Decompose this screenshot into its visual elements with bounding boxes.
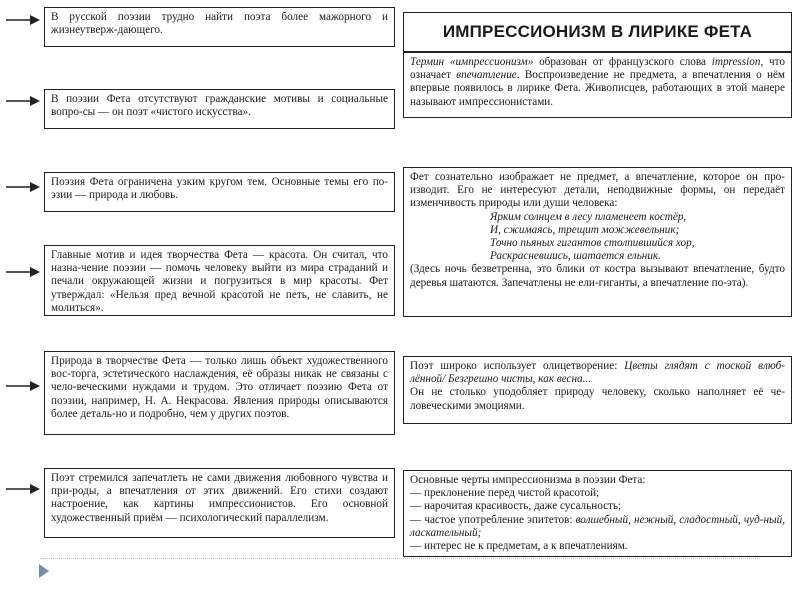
- verse-line: Раскрасневшись, шатается ельник.: [490, 250, 661, 263]
- footer-divider: [40, 558, 760, 559]
- personification-text: Он не столько уподобляет природу человеку, сколько наполняет её че-ловеческими эмоциями.: [410, 386, 785, 412]
- feature-item: — нарочитая красивость, даже сусальность;: [410, 500, 622, 513]
- statement-box-beauty: [44, 245, 395, 316]
- french-word: impression: [711, 56, 761, 68]
- personification-box: [403, 356, 792, 424]
- personification-text: Поэт широко использует олицетворение:: [410, 360, 625, 372]
- definition-text: . Воспроизведение не предмета, а впечатления о нём впервые появилось в лирике Фета. Живописцев, работающих в этой манере называют импрессионистами.: [410, 69, 785, 108]
- arrow-right-icon: [6, 181, 40, 193]
- definition-text: образован от французского слова: [533, 56, 712, 68]
- example-intro: Фет сознательно изображает не предмет, а впечатление, которое он про-изводит. Его не интересуют детали, неподвижные формы, он передаёт изменчивость природы или души человека:: [410, 171, 785, 210]
- term-label: Термин «импрессионизм»: [410, 56, 534, 68]
- statement-box-impressions: [44, 468, 395, 538]
- arrow-right-icon: [6, 380, 40, 392]
- arrow-right-icon: [6, 483, 40, 495]
- arrow-right-icon: [6, 14, 40, 26]
- arrow-right-icon: [6, 266, 40, 278]
- verse-line: Точно пьяных гигантов столпившийся хор,: [490, 237, 695, 250]
- statement-text: В поэзии Фета отсутствуют гражданские мотивы и социальные вопро-сы — он поэт «чистого искусства».: [51, 93, 388, 119]
- statement-text: Поэт стремился запечатлеть не сами движения любовного чувства и при-роды, а впечатления от этих движений. Его стихи создают настроение, как картины импрессионистов. Его основной художественный приём — психологический параллелизм.: [51, 472, 388, 524]
- feature-item: — преклонение перед чистой красотой;: [410, 487, 600, 500]
- poem-quote: Цветы глядят с тоской влюб-лённой/ Безгрешно чисты, как весна...: [410, 360, 785, 386]
- term-definition-box: [403, 52, 792, 118]
- statement-box-themes: [44, 172, 395, 212]
- page-title-text: ИМПРЕССИОНИЗМ В ЛИРИКЕ ФЕТА: [442, 22, 753, 41]
- statement-text: Природа в творчестве Фета — только лишь объект художественного вос-торга, эстетического наслаждения, её образы никак не связаны с чело-веческими нуждами и трудом. Это отличает поэзию Фета от поэзии, например, Н. А. Некрасова. Явления природы описываются более деталь-но и подробно, чем у других поэтов.: [51, 355, 388, 420]
- features-intro: Основные черты импрессионизма в поэзии Фета:: [410, 474, 646, 486]
- impression-example-box: [403, 167, 792, 317]
- statement-text: В русской поэзии трудно найти поэта более мажорного и жизнеутверж-дающего.: [51, 11, 388, 37]
- translation-word: впечатление: [456, 69, 517, 82]
- statement-box-nature: [44, 351, 395, 435]
- epithet-list: волшебный, нежный, сладостный, чуд-ный, ласкательный;: [410, 513, 785, 539]
- feature-item: — частое употребление эпитетов:: [410, 513, 576, 526]
- example-outro: (Здесь ночь безветренна, это блики от костра вызывают впечатление, будто деревья шатаются. Запечатлены не ели-гиганты, а впечатление по-эта).: [410, 263, 785, 289]
- verse-line: И, сжимаясь, трещит можжевельник;: [490, 223, 680, 236]
- definition-text: , что означает: [410, 56, 785, 82]
- features-list-box: [403, 470, 792, 557]
- play-triangle-icon: [39, 564, 49, 578]
- statement-box-pure-art: [44, 89, 395, 129]
- statement-box-major-poet: [44, 7, 395, 47]
- arrow-right-icon: [6, 95, 40, 107]
- feature-item: — интерес не к предметам, а к впечатлениям.: [410, 540, 628, 553]
- statement-text: Главные мотив и идея творчества Фета — красота. Он считал, что назна-чение поэзии — помочь человеку выйти из мира страданий и печали окружающей жизни и погрузиться в мир красоты. Фет утверждал: «Нельзя пред вечной красотой не петь, не славить, не молиться».: [51, 249, 388, 314]
- page-title: [403, 12, 792, 52]
- verse-line: Ярким солнцем в лесу пламенеет костёр,: [490, 210, 687, 223]
- statement-text: Поэзия Фета ограничена узким кругом тем. Основные темы его по-эзии — природа и любовь.: [51, 176, 388, 202]
